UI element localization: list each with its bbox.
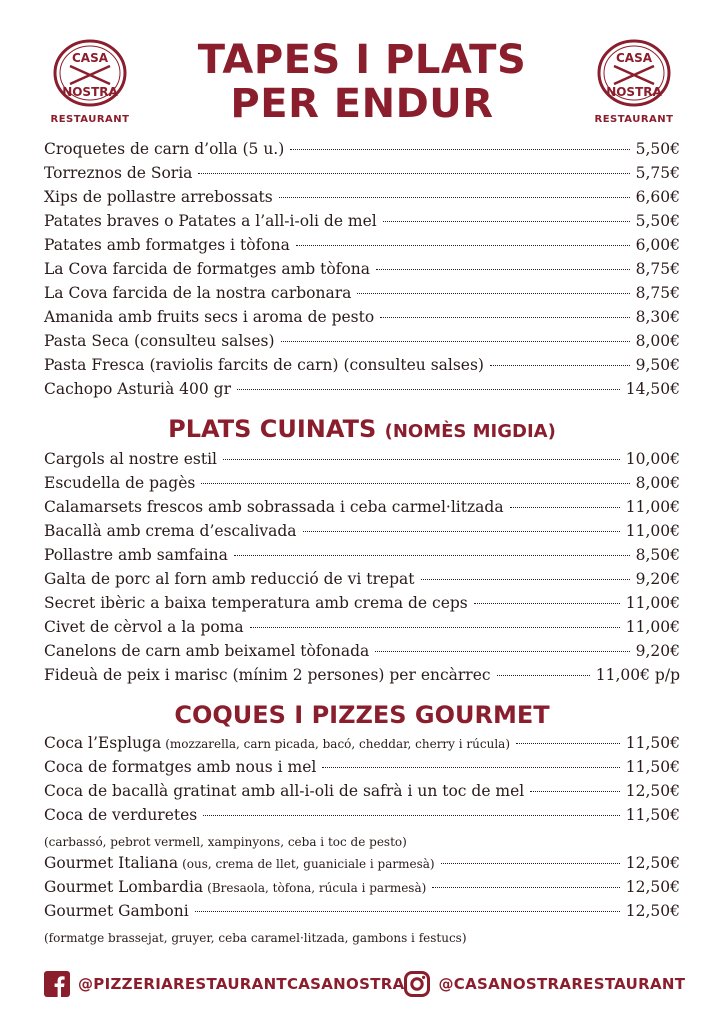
- dot-leader: [281, 341, 630, 342]
- dot-leader: [250, 627, 620, 628]
- coques-list: [44, 734, 680, 950]
- menu-item-price: 8,30€: [635, 308, 680, 326]
- menu-item-title: Pasta Fresca (raviolis farcits de carn) (consulteu salses): [44, 356, 484, 374]
- menu-item-price: 5,75€: [635, 164, 680, 182]
- menu-item-price: 8,75€: [635, 284, 680, 302]
- dot-leader: [516, 743, 620, 744]
- menu-item: [44, 450, 680, 474]
- menu-item-price: 6,60€: [635, 188, 680, 206]
- menu-item-price: 10,00€: [625, 450, 680, 468]
- instagram-link[interactable]: [404, 971, 685, 997]
- facebook-handle[interactable]: @PIZZERIARESTAURANTCASANOSTRA: [78, 975, 405, 993]
- menu-item-title: Calamarsets frescos amb sobrassada i ceba carmel·litzada: [44, 498, 504, 516]
- menu-item-price: 9,20€: [635, 642, 680, 660]
- facebook-icon: [44, 971, 70, 997]
- menu-item-title: Torreznos de Soria: [44, 164, 193, 182]
- svg-text:NOSTRA: NOSTRA: [62, 85, 118, 99]
- menu-item-title: Civet de cèrvol a la poma: [44, 618, 244, 636]
- menu-item: [44, 356, 680, 380]
- menu-item-title: Patates amb formatges i tòfona: [44, 236, 290, 254]
- dot-leader: [296, 245, 630, 246]
- menu-item: [44, 878, 680, 902]
- menu-item-name: [44, 212, 377, 230]
- menu-item-name: [44, 522, 297, 540]
- instagram-icon: [404, 971, 430, 997]
- dot-leader: [432, 887, 619, 888]
- menu-item-price: 5,50€: [635, 140, 680, 158]
- menu-item-price: 14,50€: [625, 380, 680, 398]
- menu-item-title: Pollastre amb samfaina: [44, 546, 228, 564]
- menu-item: [44, 618, 680, 642]
- menu-item-price: 8,50€: [635, 546, 680, 564]
- menu-item: [44, 782, 680, 806]
- menu-item: [44, 642, 680, 666]
- dot-leader: [198, 173, 629, 174]
- tapes-list: [44, 140, 680, 404]
- menu-item-title: Coca de bacallà gratinat amb all-i-oli de safrà i un toc de mel: [44, 782, 525, 800]
- menu-item-name: [44, 474, 195, 492]
- menu-item-price: 11,00€: [625, 618, 680, 636]
- logo-left: [42, 38, 138, 128]
- menu-item-name: [44, 782, 524, 800]
- dot-leader: [421, 579, 630, 580]
- dot-leader: [375, 651, 629, 652]
- menu-item-description: (mozzarella, carn picada, bacó, cheddar, cherry i rúcula): [165, 737, 510, 751]
- title-line-2: PER ENDUR: [230, 81, 494, 127]
- menu-item: [44, 854, 680, 878]
- menu-item-name: [44, 618, 244, 636]
- logo-tagline: RESTAURANT: [594, 114, 674, 125]
- menu-item-price: 9,50€: [635, 356, 680, 374]
- menu-item: [44, 308, 680, 332]
- menu-item-price: 8,00€: [635, 332, 680, 350]
- menu-item: [44, 758, 680, 782]
- menu-item: [44, 380, 680, 404]
- logo-tagline: RESTAURANT: [50, 114, 130, 125]
- dot-leader: [490, 365, 630, 366]
- menu-item-name: [44, 284, 351, 302]
- casa-nostra-logo-icon: [596, 38, 672, 108]
- menu-item-name: [44, 332, 275, 350]
- dot-leader: [223, 459, 620, 460]
- menu-item: [44, 236, 680, 260]
- menu-item: [44, 902, 680, 926]
- dot-leader: [357, 293, 629, 294]
- dot-leader: [201, 483, 629, 484]
- menu-item-name: [44, 666, 491, 684]
- menu-item-title: Bacallà amb crema d’escalivada: [44, 522, 297, 540]
- dot-leader: [237, 389, 620, 390]
- instagram-handle[interactable]: @CASANOSTRARESTAURANT: [438, 975, 686, 993]
- menu-item: [44, 332, 680, 356]
- facebook-link[interactable]: [44, 971, 404, 997]
- dot-leader: [234, 555, 630, 556]
- menu-item-price: 11,00€: [625, 594, 680, 612]
- menu-item-name: [44, 734, 510, 752]
- menu-item-name: [44, 498, 504, 516]
- menu-item: [44, 546, 680, 570]
- page-title: [150, 38, 574, 126]
- dot-leader: [530, 791, 620, 792]
- menu-item-name: [44, 188, 273, 206]
- dot-leader: [303, 531, 620, 532]
- menu-item-title: Fideuà de peix i marisc (mínim 2 persones) per encàrrec: [44, 666, 491, 684]
- menu-item: [44, 806, 680, 830]
- menu-item: [44, 164, 680, 188]
- dot-leader: [380, 317, 629, 318]
- menu-item: [44, 188, 680, 212]
- dot-leader: [383, 221, 630, 222]
- menu-item: [44, 498, 680, 522]
- menu-item-title: Cargols al nostre estil: [44, 450, 218, 468]
- menu-item: [44, 522, 680, 546]
- menu-item-title: Coca l’Espluga: [44, 734, 162, 752]
- casa-nostra-logo-icon: [52, 38, 128, 108]
- menu-item-title: Pasta Seca (consulteu salses): [44, 332, 275, 350]
- menu-item-note: (carbassó, pebrot vermell, xampinyons, ceba i toc de pesto): [44, 835, 407, 849]
- menu-item-price: 11,50€: [625, 806, 680, 824]
- menu-item: [44, 666, 680, 690]
- menu-item-title: La Cova farcida de formatges amb tòfona: [44, 260, 370, 278]
- menu-item-price: 12,50€: [625, 854, 680, 872]
- menu-item-price: 9,20€: [635, 570, 680, 588]
- menu-item-description: (Bresaola, tòfona, rúcula i parmesà): [207, 881, 427, 895]
- menu-item: [44, 570, 680, 594]
- menu-item-name: [44, 356, 484, 374]
- menu-item-title: Croquetes de carn d’olla (5 u.): [44, 140, 285, 158]
- menu-item-price: 11,50€: [625, 758, 680, 776]
- menu-item-title: Patates braves o Patates a l’all-i-oli de mel: [44, 212, 377, 230]
- menu-item-name: [44, 450, 217, 468]
- menu-item-title: Galta de porc al forn amb reducció de vi trepat: [44, 570, 415, 588]
- menu-item: [44, 594, 680, 618]
- menu-item-title: La Cova farcida de la nostra carbonara: [44, 284, 352, 302]
- title-line-1: TAPES I PLATS: [197, 37, 527, 83]
- menu-item-name: [44, 902, 189, 920]
- menu-item-title: Xips de pollastre arrebossats: [44, 188, 273, 206]
- menu-item-price: 5,50€: [635, 212, 680, 230]
- svg-text:CASA: CASA: [615, 51, 653, 65]
- menu-item-name: [44, 380, 231, 398]
- menu-item-name: [44, 806, 197, 824]
- menu-item-name: [44, 308, 374, 326]
- menu-item-name: [44, 260, 370, 278]
- menu-item-title: Secret ibèric a baixa temperatura amb crema de ceps: [44, 594, 468, 612]
- menu-item-title: Canelons de carn amb beixamel tòfonada: [44, 642, 370, 660]
- menu-item: [44, 212, 680, 236]
- menu-item-price: 8,00€: [635, 474, 680, 492]
- dot-leader: [474, 603, 620, 604]
- menu-item-price: 11,50€: [625, 734, 680, 752]
- menu-item-price: 12,50€: [625, 878, 680, 896]
- menu-item: [44, 734, 680, 758]
- menu-item: [44, 260, 680, 284]
- dot-leader: [322, 767, 619, 768]
- menu-item-name: [44, 878, 426, 896]
- dot-leader: [510, 507, 620, 508]
- plats-list: [44, 450, 680, 690]
- menu-item-title: Gourmet Lombardia: [44, 878, 204, 896]
- menu-item-name: [44, 236, 290, 254]
- menu-item-description: (ous, crema de llet, guaniciale i parmesà): [182, 857, 435, 871]
- menu-item-title: Gourmet Gamboni: [44, 902, 189, 920]
- section-heading-coques: COQUES I PIZZES GOURMET: [174, 701, 550, 729]
- menu-item-title: Coca de verduretes: [44, 806, 198, 824]
- menu-item-price: 11,00€ p/p: [595, 666, 680, 684]
- section-heading-plats-cuinats: PLATS CUINATS (NOMÈS MIGDIA): [168, 415, 556, 443]
- menu-item-title: Gourmet Italiana: [44, 854, 179, 872]
- dot-leader: [290, 149, 629, 150]
- menu-item-title: Amanida amb fruits secs i aroma de pesto: [44, 308, 375, 326]
- menu-item-price: 11,00€: [625, 498, 680, 516]
- dot-leader: [497, 675, 590, 676]
- dot-leader: [376, 269, 630, 270]
- menu-item-price: 8,75€: [635, 260, 680, 278]
- menu-item-name: [44, 758, 316, 776]
- menu-item-name: [44, 642, 369, 660]
- menu-item-title: Coca de formatges amb nous i mel: [44, 758, 317, 776]
- menu-item-price: 12,50€: [625, 782, 680, 800]
- menu-item-name: [44, 570, 415, 588]
- menu-item-price: 6,00€: [635, 236, 680, 254]
- menu-item-price: 11,00€: [625, 522, 680, 540]
- menu-item-title: Cachopo Asturià 400 gr: [44, 380, 232, 398]
- svg-text:CASA: CASA: [71, 51, 109, 65]
- menu-item-price: 12,50€: [625, 902, 680, 920]
- menu-item: [44, 474, 680, 498]
- menu-item: [44, 284, 680, 308]
- menu-item: [44, 140, 680, 164]
- menu-item-name: [44, 594, 468, 612]
- dot-leader: [441, 863, 620, 864]
- menu-item-name: [44, 854, 435, 872]
- dot-leader: [195, 911, 620, 912]
- menu-item-note: (formatge brassejat, gruyer, ceba caramel·litzada, gambons i festucs): [44, 931, 467, 945]
- footer: [44, 964, 686, 1004]
- menu-item-title: Escudella de pagès: [44, 474, 196, 492]
- dot-leader: [203, 815, 620, 816]
- dot-leader: [279, 197, 630, 198]
- logo-right: [586, 38, 682, 128]
- menu-item-name: [44, 546, 228, 564]
- menu-item-name: [44, 164, 192, 182]
- menu-item-name: [44, 140, 284, 158]
- svg-text:NOSTRA: NOSTRA: [606, 85, 662, 99]
